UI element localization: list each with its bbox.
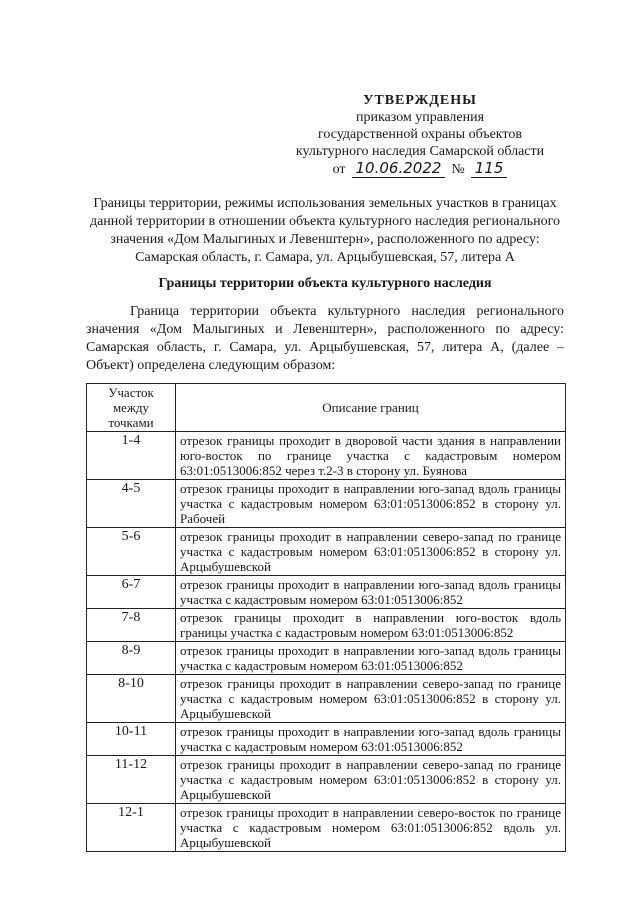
approval-number: 115: [471, 160, 508, 178]
row-points: 8-9: [87, 642, 176, 675]
row-description: отрезок границы проходит в направлении северо-восток по границе участка с кадастровым номером 63:01:0513006:852 вдоль ул. Арцыбушевской: [176, 804, 566, 852]
table-row: [87, 756, 566, 804]
table-row: [87, 642, 566, 675]
row-points: 5-6: [87, 528, 176, 576]
intro-text: Границы территории, режимы использования земельных участков в границах данной территории в отношении объекта культурного наследия регионального значения «Дом Малыгиных и Левенштерн», расположенного по адресу: Самарская область, г. Самара, ул. Арцыбушевская, 57, литера А: [89, 196, 561, 265]
date-prefix: от: [332, 162, 346, 177]
row-points: 6-7: [87, 576, 176, 609]
row-description: отрезок границы проходит в направлении северо-запад по границе участка с кадастровым номером 63:01:0513006:852 в сторону ул. Арцыбушевской: [176, 675, 566, 723]
row-points: 8-10: [87, 675, 176, 723]
approval-line-1: приказом управления: [355, 110, 485, 125]
column-header-description: Описание границ: [176, 384, 566, 432]
row-points: 11-12: [87, 756, 176, 804]
row-points: 7-8: [87, 609, 176, 642]
table-row: [87, 480, 566, 528]
row-points: 4-5: [87, 480, 176, 528]
table-row: [87, 723, 566, 756]
row-description: отрезок границы проходит в направлении северо-запад по границе участка с кадастровым номером 63:01:0513006:852 в сторону ул. Арцыбушевской: [176, 756, 566, 804]
table-row: [87, 528, 566, 576]
approval-block: [270, 92, 570, 178]
row-description: отрезок границы проходит в направлении юго-запад вдоль границы участка с кадастровым номером 63:01:0513006:852 в сторону ул. Рабочей: [176, 480, 566, 528]
table-row: [87, 576, 566, 609]
row-description: отрезок границы проходит в направлении юго-запад вдоль границы участка с кадастровым номером 63:01:0513006:852: [176, 576, 566, 609]
number-prefix: №: [451, 162, 465, 177]
table-row: [87, 675, 566, 723]
row-points: 12-1: [87, 804, 176, 852]
table-row: [87, 804, 566, 852]
row-description: отрезок границы проходит в направлении юго-запад вдоль границы участка с кадастровым номером 63:01:0513006:852: [176, 642, 566, 675]
table-row: [87, 609, 566, 642]
approval-date: 10.06.2022: [352, 160, 446, 178]
body-paragraph: Граница территории объекта культурного наследия регионального значения «Дом Малыгиных и Левенштерн», расположенного по адресу: Самарская область, г. Самара, ул. Арцыбушевская, 57, литера А, (далее – Объект) определена следующим образом:: [86, 304, 564, 373]
row-points: 10-11: [87, 723, 176, 756]
row-description: отрезок границы проходит в направлении северо-запад по границе участка с кадастровым номером 63:01:0513006:852 в сторону ул. Арцыбушевской: [176, 528, 566, 576]
row-description: отрезок границы проходит в направлении юго-запад вдоль границы участка с кадастровым номером 63:01:0513006:852: [176, 723, 566, 756]
table-header-row: [87, 384, 566, 432]
approval-line-2: государственной охраны объектов: [318, 127, 522, 142]
column-header-points: Участок между точками: [87, 384, 176, 432]
row-description: отрезок границы проходит в направлении юго-восток вдоль границы участка с кадастровым номером 63:01:0513006:852: [176, 609, 566, 642]
row-points: 1-4: [87, 432, 176, 480]
row-description: отрезок границы проходит в дворовой части здания в направлении юго-восток по границе участка с кадастровым номером 63:01:0513006:852 через т.2-3 в сторону ул. Буянова: [176, 432, 566, 480]
approval-heading: УТВЕРЖДЕНЫ: [363, 93, 477, 108]
table-row: [87, 432, 566, 480]
approval-date-line: [270, 160, 570, 178]
approval-line-3: культурного наследия Самарской области: [295, 144, 545, 159]
section-title: Границы территории объекта культурного наследия: [158, 276, 492, 291]
boundaries-table: [86, 383, 566, 852]
